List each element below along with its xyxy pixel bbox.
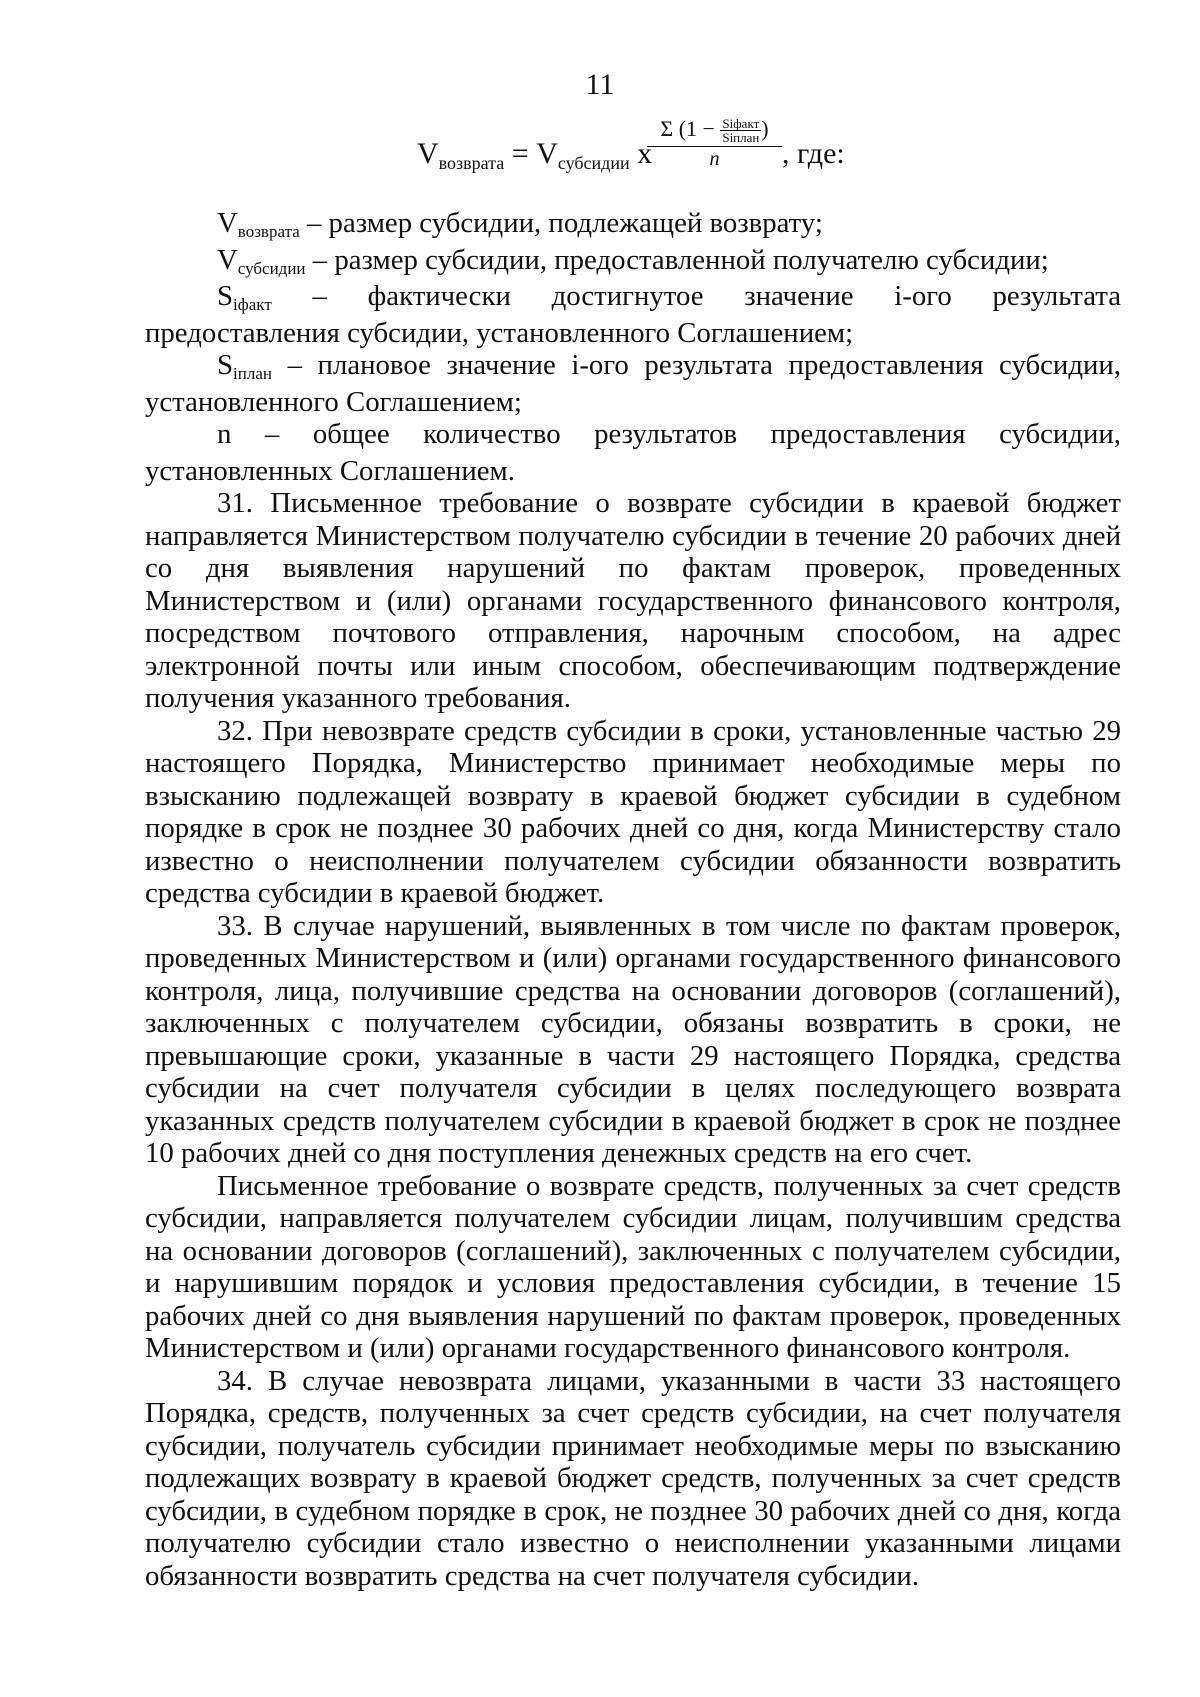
formula-one-minus: (1 − bbox=[678, 116, 715, 141]
formula-rhs-sub: субсидии bbox=[557, 153, 630, 173]
definition-symbol: V bbox=[217, 243, 238, 276]
formula-inner-bottom: Siплан bbox=[722, 130, 760, 146]
definition-item bbox=[145, 349, 1121, 418]
definition-text: – размер субсидии, предоставленной получателю субсидии; bbox=[305, 243, 1049, 276]
definition-subscript: возврата bbox=[237, 222, 300, 241]
formula-lhs-var: V bbox=[417, 137, 439, 170]
definition-text: – размер субсидии, подлежащей возврату; bbox=[299, 207, 823, 239]
paragraph-32: 32. При невозврате средств субсидии в сроки, установленные частью 29 настоящего Порядка, Министерство принимает необходимые меры по взысканию подлежащей возврату в краевой бюджет субсидии в судебном порядке в срок не позднее 30 рабочих дней со дня, когда Министерству стало известно о неисполнении получателем субсидии обязанности возвратить средства субсидии в краевой бюджет. bbox=[145, 714, 1121, 909]
formula-sum-sign: Σ bbox=[660, 116, 674, 141]
formula-equals: = bbox=[504, 137, 537, 170]
definition-item bbox=[145, 207, 1121, 244]
formula-denominator: n bbox=[709, 148, 720, 171]
paragraph-33: 33. В случае нарушений, выявленных в том числе по фактам проверок, проведенных Министерством и (или) органами государственного финансового контроля, лица, получившие средства на основании договоров (соглашений), заключенных с получателем субсидии, обязаны возвратить в сроки, не превышающие сроки, указанные в части 29 настоящего Порядка, средства субсидии на счет получателя субсидии в целях последующего возврата указанных средств получателем субсидии в краевой бюджет в срок не позднее 10 рабочих дней со дня поступления денежных средств на его счет. bbox=[145, 909, 1121, 1169]
definition-item bbox=[145, 280, 1121, 349]
page-number: 11 bbox=[585, 68, 615, 101]
definition-item bbox=[145, 244, 1121, 281]
definition-subscript: iплан bbox=[233, 364, 272, 383]
definition-text: – плановое значение i-ого результата предоставления субсидии, установленного Соглашением; bbox=[145, 349, 1121, 418]
document-body bbox=[145, 207, 1121, 1592]
formula-lhs-sub: возврата bbox=[438, 153, 505, 173]
formula-times: x bbox=[629, 137, 653, 170]
formula-tail: , где: bbox=[782, 137, 845, 170]
formula-numerator bbox=[647, 115, 782, 144]
definition-symbol: S bbox=[217, 280, 234, 312]
definition-item bbox=[145, 418, 1121, 487]
formula-close-paren: ) bbox=[761, 116, 769, 141]
definition-subscript: субсидии bbox=[237, 258, 306, 278]
paragraph-34: 34. В случае невозврата лицами, указанными в части 33 настоящего Порядка, средств, полученных за счет средств субсидии, на счет получателя субсидии, получатель субсидии принимает необходимые меры по взысканию подлежащих возврату в краевой бюджет средств, полученных за счет средств субсидии, в судебном порядке в срок, не позднее 30 рабочих дней со дня, когда получателю субсидии стало известно о неисполнении указанными лицами обязанности возвратить средства на счет получателя субсидии. bbox=[145, 1364, 1121, 1592]
definition-symbol: S bbox=[217, 349, 234, 381]
formula-lhs bbox=[417, 137, 652, 171]
paragraph-31: 31. Письменное требование о возврате субсидии в краевой бюджет направляется Министерством получателю субсидии в течение 20 рабочих дней со дня выявления нарушений по фактам проверок, проведенных Министерством и (или) органами государственного финансового контроля, посредством почтового отправления, нарочным способом, на адрес электронной почты или иным способом, обеспечивающим подтверждение получения указанного требования. bbox=[145, 487, 1121, 714]
formula-inner-fraction bbox=[720, 117, 761, 144]
formula-fraction bbox=[647, 115, 782, 171]
definition-symbol: V bbox=[217, 207, 238, 239]
formula-rhs-var: V bbox=[536, 137, 558, 170]
formula-definitions bbox=[145, 207, 1121, 487]
definition-text: – общее количество результатов предоставления субсидии, установленных Соглашением. bbox=[145, 418, 1121, 487]
definition-subscript: iфакт bbox=[233, 295, 272, 314]
paragraph-33-continued: Письменное требование о возврате средств, полученных за счет средств субсидии, направляется получателем субсидии лицам, получившим средства на основании договоров (соглашений), заключенных с получателем субсидии, и нарушившим порядок и условия предоставления субсидии, в течение 15 рабочих дней со дня выявления нарушений по фактам проверок, проведенных Министерством и (или) органами государственного финансового контроля. bbox=[145, 1169, 1121, 1364]
definition-symbol: n bbox=[217, 418, 232, 450]
formula-inner-top: Siфакт bbox=[722, 116, 760, 132]
return-formula bbox=[0, 115, 1200, 185]
definition-text: – фактически достигнутое значение i-ого результата предоставления субсидии, установленного Соглашением; bbox=[145, 280, 1121, 349]
